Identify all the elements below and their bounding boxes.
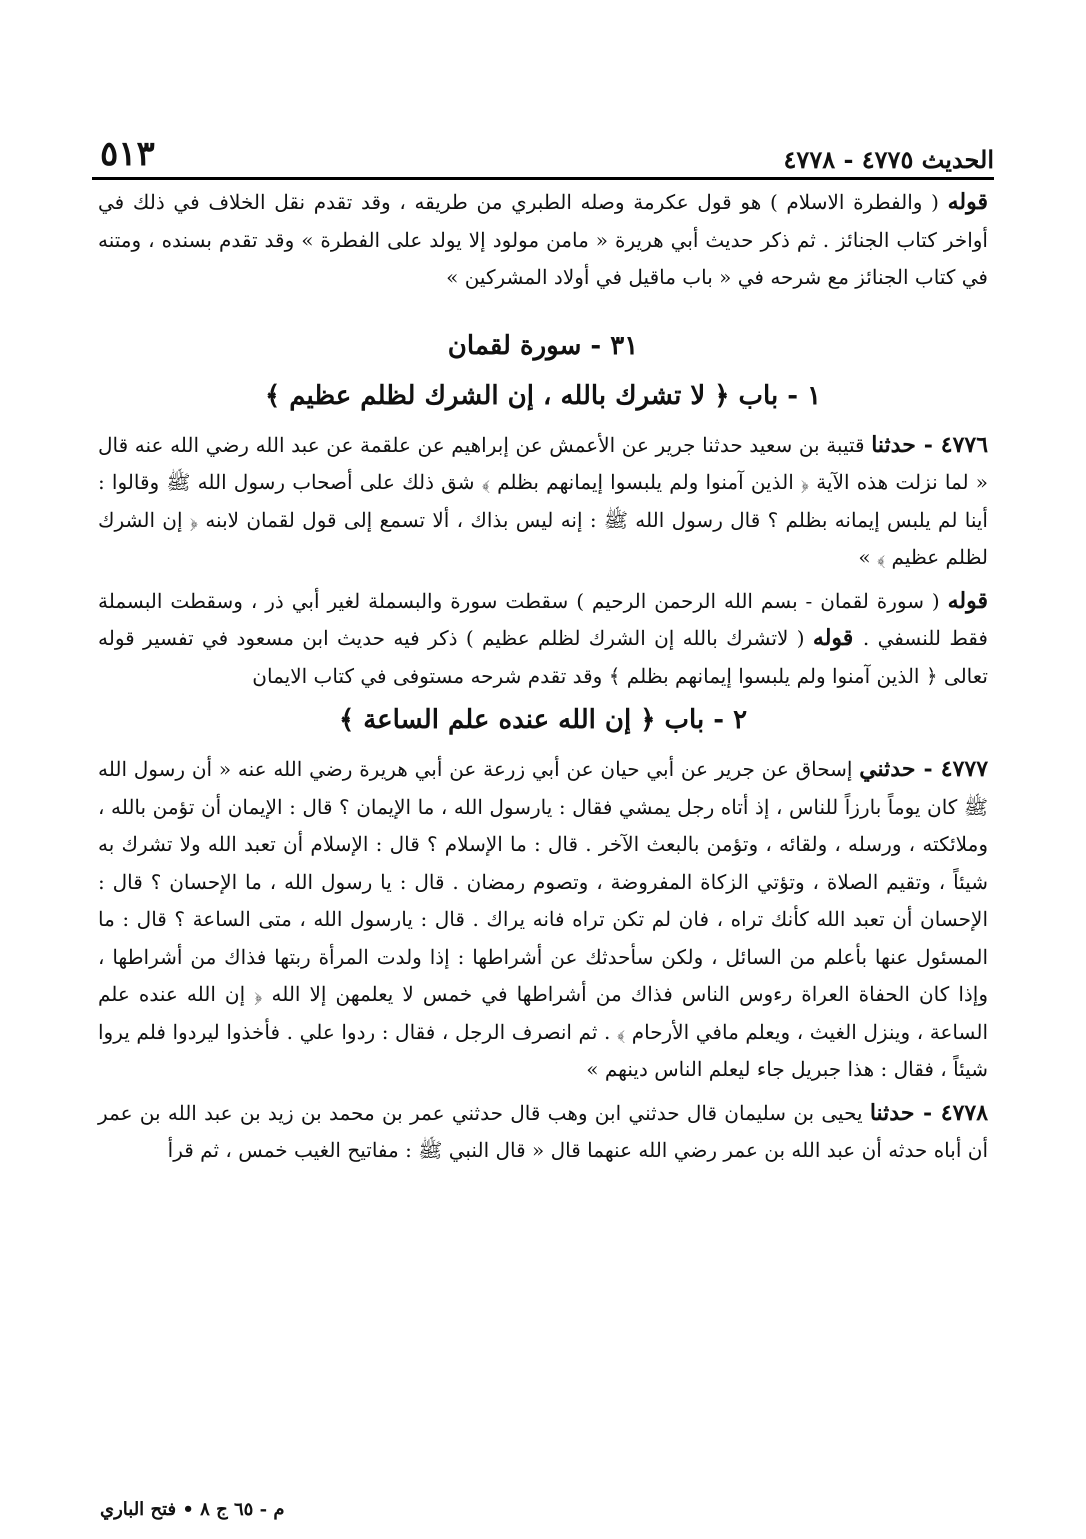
chapter-heading: ١ - باب ﴿ لا تشرك بالله ، إن الشرك لظلم عظيم ﴾ [264, 380, 822, 411]
commentary-label: قوله [947, 587, 988, 614]
commentary-text: ( سورة لقمان - بسم الله الرحمن الرحيم ) سقطت سورة والبسملة لغير أبي ذر ، وسقطت البسملة فقط للنسفي . [98, 588, 988, 650]
hadith-text: قتيبة بن سعيد حدثنا جرير عن الأعمش عن إبراهيم عن علقمة عن عبد الله رضي الله عنه قال « لما نزلت هذه الآية ﴿ الذين آمنوا ولم يلبسوا إيمانهم بظلم ﴾ شق ذلك على أصحاب رسول الله ﷺ وقالوا : أينا لم يلبس إيمانه بظلم ؟ قال رسول الله ﷺ : إنه ليس بذاك ، ألا تسمع إلى قول لقمان لابنه ﴿ إن الشرك لظلم عظيم ﴾ » [98, 432, 988, 569]
chapter-heading: ٢ - باب ﴿ إن الله عنده علم الساعة ﴾ [338, 705, 748, 735]
surah-heading: ٣١ - سورة لقمان [447, 330, 639, 361]
hadith-text: إسحاق عن جرير عن أبي حيان عن أبي زرعة عن أبي هريرة رضي الله عنه « أن رسول الله ﷺ كان يوماً بارزاً للناس ، إذ أتاه رجل يمشي فقال : يارسول الله ، ما الإيمان ؟ قال : الإيمان أن تؤمن بالله ، وملائكته ، ورسله ، ولقائه ، وتؤمن بالبعث الآخر . قال : ما الإسلام ؟ قال : الإسلام أن تعبد الله ولا تشرك به شيئاً ، وتقيم الصلاة ، وتؤتي الزكاة المفروضة ، وتصوم رمضان . قال : يا رسول الله ، ما الإحسان ؟ قال : الإحسان أن تعبد الله كأنك تراه ، فان لم تكن تراه فانه يراك . قال : يارسول الله ، متى الساعة ؟ قال : ما المسئول عنها بأعلم من السائل ، ولكن سأحدثك عن أشراطها : إذا ولدت المرأة ربتها فذاك من أشراطها ، وإذا كان الحفاة العراة رءوس الناس فذاك من أشراطها في خمس لا يعلمهن إلا الله ﴿ إن الله عنده علم الساعة ، وينزل الغيث ، ويعلم مافي الأرحام ﴾ . ثم انصرف الرجل ، فقال : ردوا علي . فأخذوا ليردوا فلم يروا شيئاً ، فقال : هذا جبريل جاء ليعلم الناس دينهم » [98, 757, 989, 1081]
commentary-label: قوله [812, 625, 863, 651]
commentary-text: ( لاتشرك بالله إن الشرك لظلم عظيم ) ذكر فيه حديث ابن مسعود في تفسير قوله تعالى ﴿ الذين آمنوا ولم يلبسوا إيمانهم بظلم ﴾ وقد تقدم شرحه مستوفى في كتاب الايمان [98, 626, 988, 688]
page-footer: م - ٦٥ ج ٨ • فتح الباري [100, 1499, 285, 1520]
page-number: ٥١٣ [100, 134, 155, 174]
commentary-text: ( والفطرة الاسلام ) هو قول عكرمة وصله الطبري من طريقه ، وقد تقدم نقل الخلاف في ذلك في أواخر كتاب الجنائز . ثم ذكر حديث أبي هريرة « مامن مولود إلا يولد على الفطرة » وقد تقدم بسنده ، ومتنه في كتاب الجنائز مع شرحه في « باب ماقيل في أولاد المشركين » [98, 190, 988, 289]
header-rule [92, 177, 994, 180]
commentary-label: قوله [947, 189, 988, 215]
hadith-number-label: ٤٧٧٧ - حدثني [859, 756, 989, 782]
hadith-text: يحيى بن سليمان قال حدثني ابن وهب قال حدثني عمر بن محمد بن زيد بن عبد الله بن عمر أن أباه حدثه أن عبد الله بن عمر رضي الله عنهما قال « قال النبي ﷺ : مفاتيح الغيب خمس ، ثم قرأ [98, 1100, 988, 1162]
commentary-paragraph [98, 184, 988, 297]
hadith-paragraph [98, 427, 988, 577]
page-header [100, 132, 994, 174]
page-body [98, 184, 988, 1170]
hadith-number-label: ٤٧٧٨ - حدثنا [869, 1099, 989, 1126]
hadith-paragraph [98, 751, 988, 1089]
commentary-paragraph [98, 583, 988, 696]
hadith-number-label: ٤٧٧٦ - حدثنا [871, 431, 989, 458]
running-title: الحديث ٤٧٧٥ - ٤٧٧٨ [783, 145, 994, 174]
hadith-paragraph [98, 1095, 988, 1170]
